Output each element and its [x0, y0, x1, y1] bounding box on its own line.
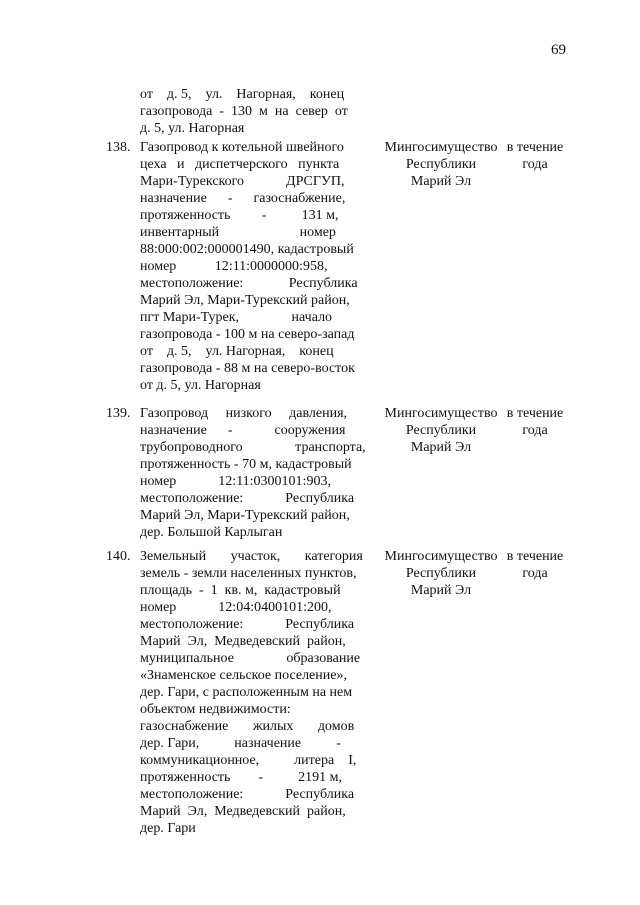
text-line: объектом недвижимости: [140, 702, 291, 717]
text-line: площадь - 1 кв. м, кадастровый [140, 583, 341, 598]
text-line: номер 12:11:0300101:903, [140, 474, 331, 489]
entry-description [140, 139, 374, 394]
text-line: года [522, 157, 548, 172]
text-line: Земельный участок, категория [140, 549, 363, 564]
text-line: года [522, 423, 548, 438]
text-line: дер. Гари, с расположенным на нем [140, 685, 353, 700]
text-line: протяженность - 70 м, кадастровый [140, 457, 352, 472]
entry-term [504, 405, 566, 439]
text-line: от д. 5, ул. Нагорная, конец [140, 87, 345, 102]
text-line: дер. Гари, назначение - [140, 736, 341, 751]
text-line: местоположение: Республика [140, 276, 358, 291]
text-line: трубопроводного транспорта, [140, 440, 366, 455]
entry-number: 138. [106, 140, 131, 155]
entry-number: 140. [106, 549, 131, 564]
text-line: 88:000:002:000001490, кадастровый [140, 242, 354, 257]
page-number: 69 [551, 42, 566, 58]
text-line: газопровода - 130 м на север от [140, 104, 348, 119]
text-line: «Знаменское сельское поселение», [140, 668, 347, 683]
entry-executor [376, 548, 506, 599]
text-line: в течение [506, 549, 564, 564]
entry-number: 139. [106, 406, 131, 421]
text-line: д. 5, ул. Нагорная [140, 121, 245, 136]
text-line: назначение - сооружения [140, 423, 346, 438]
text-line: Марий Эл [410, 583, 472, 598]
text-line: в течение [506, 406, 564, 421]
text-line: Марий Эл [410, 174, 472, 189]
text-line: от д. 5, ул. Нагорная [140, 378, 261, 393]
text-line: газоснабжение жилых домов [140, 719, 355, 734]
text-line: Мингосимущество [384, 406, 498, 421]
continuation-text [140, 86, 374, 137]
text-line: муниципальное образование [140, 651, 361, 666]
text-line: местоположение: Республика [140, 617, 355, 632]
text-line: земель - земли населенных пунктов, [140, 566, 357, 581]
text-line: инвентарный номер [140, 225, 336, 240]
text-line: в течение [506, 140, 564, 155]
text-line: газопровода - 88 м на северо-восток [140, 361, 355, 376]
text-line: пгт Мари-Турек, начало [140, 310, 333, 325]
text-line: газопровода - 100 м на северо-запад [140, 327, 355, 342]
text-line: протяженность - 2191 м, [140, 770, 342, 785]
text-line: Мингосимущество [384, 140, 498, 155]
text-line: Марий Эл [410, 440, 472, 455]
text-line: назначение - газоснабжение, [140, 191, 346, 206]
text-line: номер 12:11:0000000:958, [140, 259, 328, 274]
entry-description [140, 405, 374, 541]
text-line: протяженность - 131 м, [140, 208, 339, 223]
text-line: местоположение: Республика [140, 787, 355, 802]
text-line: Республики [405, 157, 477, 172]
text-line: Газопровод к котельной швейного [140, 140, 344, 155]
text-line: Марий Эл, Мари-Турекский район, [140, 293, 350, 308]
text-line: коммуникационное, литера I, [140, 753, 357, 768]
text-line: дер. Гари [140, 821, 196, 836]
text-line: дер. Большой Карлыган [140, 525, 283, 540]
text-line: от д. 5, ул. Нагорная, конец [140, 344, 334, 359]
text-line: Газопровод низкого давления, [140, 406, 348, 421]
entry-description [140, 548, 374, 837]
text-line: Марий Эл, Мари-Турекский район, [140, 508, 350, 523]
text-line: Республики [405, 423, 477, 438]
entry-executor [376, 405, 506, 456]
text-line: Мари-Турекского ДРСГУП, [140, 174, 345, 189]
entry-executor [376, 139, 506, 190]
entry-term [504, 139, 566, 173]
entry-term [504, 548, 566, 582]
text-line: Марий Эл, Медведевский район, [140, 804, 346, 819]
text-line: местоположение: Республика [140, 491, 355, 506]
text-line: номер 12:04:0400101:200, [140, 600, 332, 615]
text-line: года [522, 566, 548, 581]
text-line: Марий Эл, Медведевский район, [140, 634, 346, 649]
text-line: цеха и диспетчерского пункта [140, 157, 340, 172]
text-line: Республики [405, 566, 477, 581]
text-line: Мингосимущество [384, 549, 498, 564]
